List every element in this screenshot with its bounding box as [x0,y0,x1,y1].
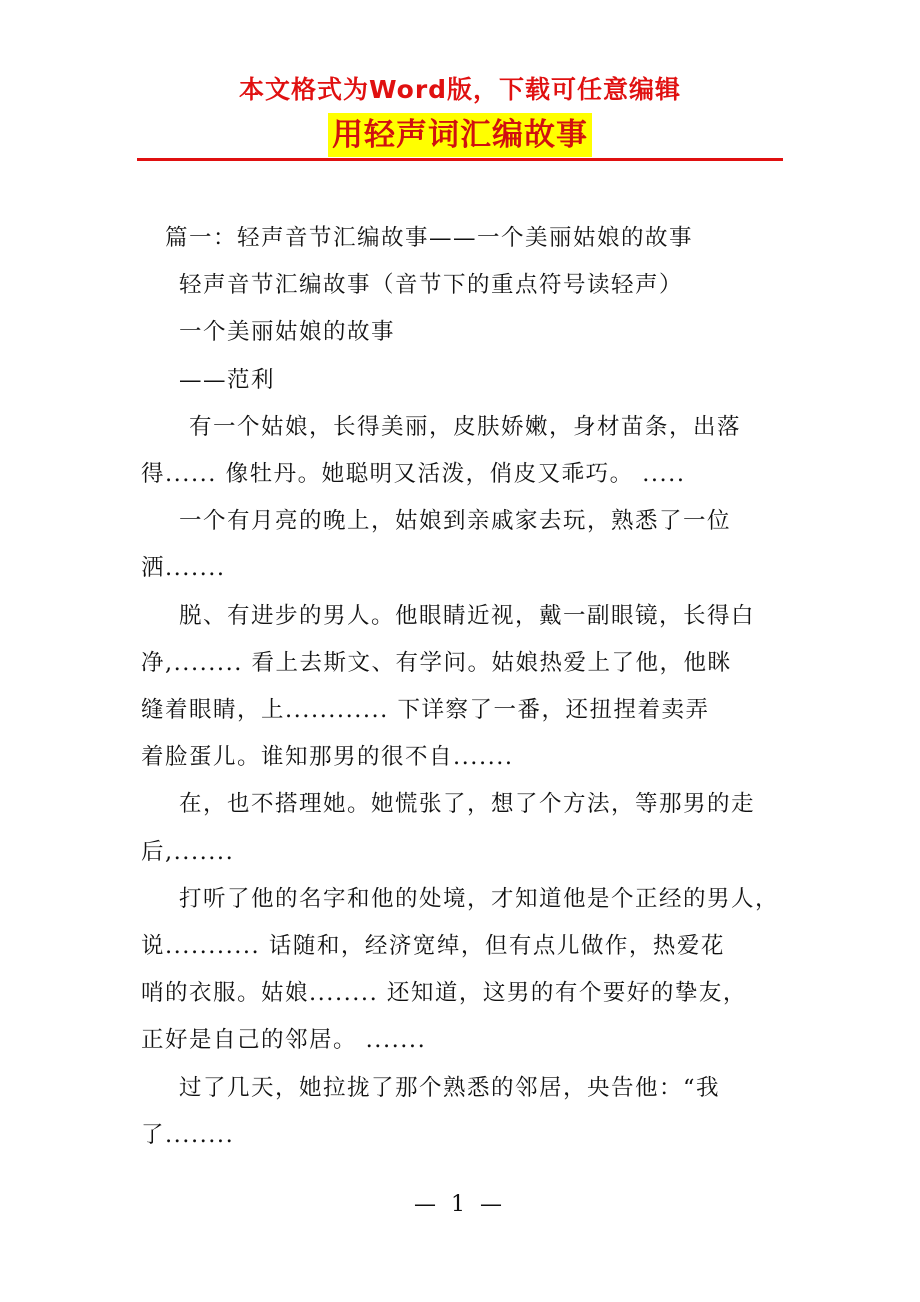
paragraph-line: 着脸蛋儿。谁知那男的很不自....... [141,744,514,771]
page-number: — 1 — [414,1192,506,1217]
paragraph-line: 净,........ 看上去斯文、有学问。姑娘热爱上了他，他眯 [141,649,732,676]
paragraph-line: 在，也不搭理她。她慌张了，想了个方法，等那男的走 [179,791,756,818]
paragraph-line: 脱、有进步的男人。他眼睛近视，戴一副眼镜，长得白 [179,602,756,629]
paragraph-line: 得...... 像牡丹。她聪明又活泼，俏皮又乖巧。 ..... [141,461,686,488]
paragraph-line: 打听了他的名字和他的处境，才知道他是个正经的男人， [179,885,780,912]
author-line: ——范利 [179,366,276,393]
subtitle-line: 轻声音节汇编故事（音节下的重点符号读轻声） [179,272,684,299]
paragraph-line: 有一个姑娘，长得美丽，皮肤娇嫩，身材苗条，出落 [189,413,742,440]
paragraph-line: 说........... 话随和，经济宽绰，但有点儿做作，热爱花 [141,933,725,960]
document-title: 用轻声词汇编故事 [328,113,592,157]
title-container [0,113,920,157]
paragraph-line: 哨的衣服。姑娘........ 还知道，这男的有个要好的挚友， [141,980,747,1007]
title-divider [137,158,783,161]
paragraph-line: 正好是自己的邻居。 ....... [141,1027,427,1054]
document-body [141,215,781,1159]
paragraph-line: 一个有月亮的晚上，姑娘到亲戚家去玩，熟悉了一位 [179,508,732,535]
section-heading: 篇一：轻声音节汇编故事——一个美丽姑娘的故事 [165,225,694,251]
paragraph-line: 缝着眼睛，上............ 下详察了一番，还扭捏着卖弄 [141,697,710,724]
format-notice-banner: 本文格式为Word版，下载可任意编辑 [238,75,682,104]
paragraph-line: 后,....... [141,838,235,865]
paragraph-line: 了........ [141,1121,235,1148]
paragraph-line: 过了几天，她拉拢了那个熟悉的邻居，央告他：“我 [179,1074,721,1101]
paragraph-line: 洒....... [141,555,226,582]
story-title-line: 一个美丽姑娘的故事 [179,319,396,346]
